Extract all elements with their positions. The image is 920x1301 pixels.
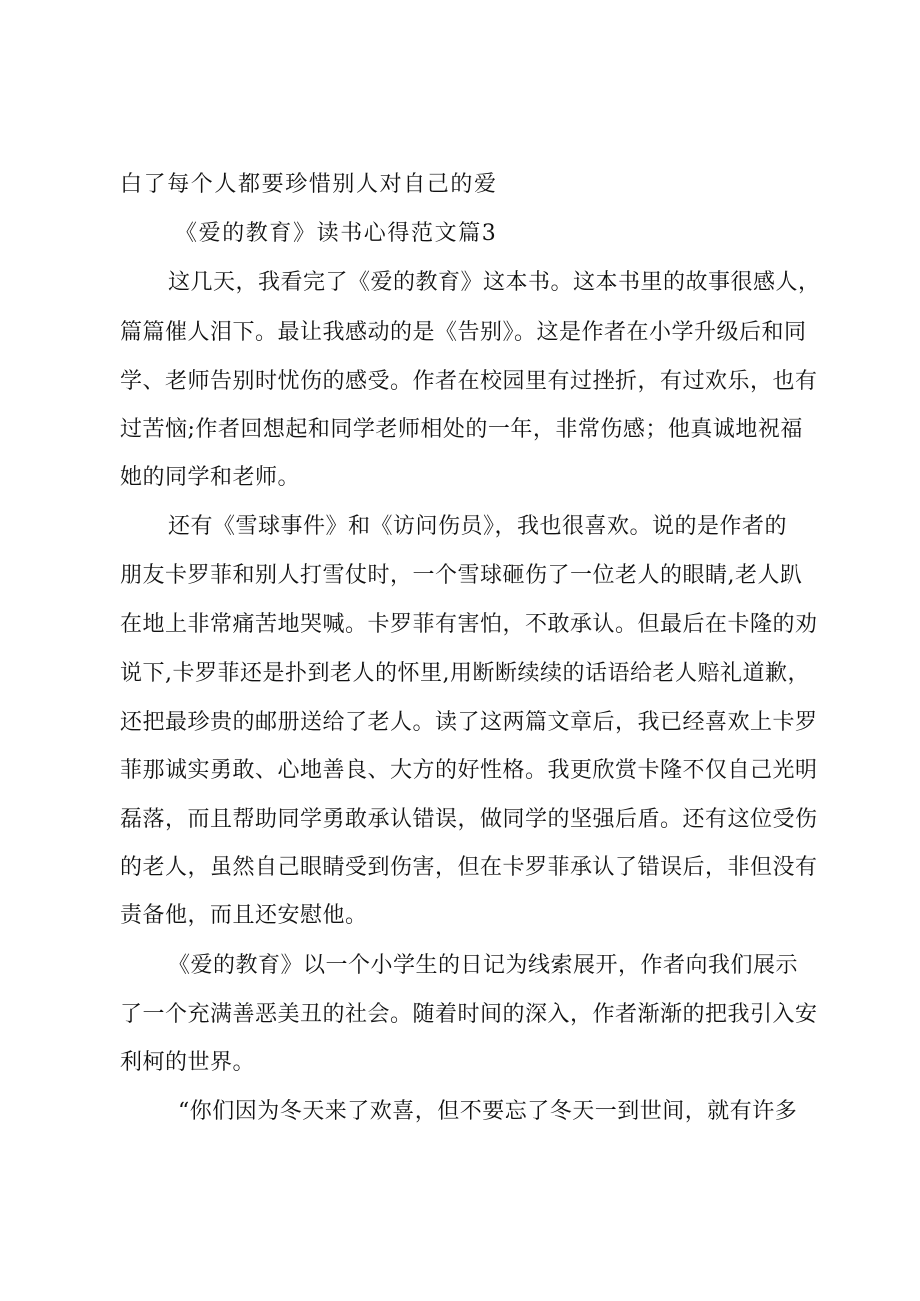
paragraph-1-line-3: 学、老师告别时忧伤的感受。作者在校园里有过挫折，有过欢乐，也有 <box>120 369 818 394</box>
paragraph-2-line-7: 磊落，而且帮助同学勇敢承认错误，做同学的坚强后盾。还有这位受伤 <box>120 807 818 832</box>
paragraph-4-line-1: “你们因为冬天来了欢喜，但不要忘了冬天一到世间，就有许多 <box>178 1099 798 1124</box>
paragraph-2-line-2: 朋友卡罗菲和别人打雪仗时，一个雪球砸伤了一位老人的眼睛,老人趴 <box>120 563 803 588</box>
paragraph-3-line-2: 了一个充满善恶美丑的社会。随着时间的深入，作者渐渐的把我引入安 <box>120 1002 818 1027</box>
paragraph-1-line-4: 过苦恼;作者回想起和同学老师相处的一年，非常伤感；他真诚地祝福 <box>120 417 803 442</box>
paragraph-2-line-1: 还有《雪球事件》和《访问伤员》，我也很喜欢。说的是作者的 <box>168 514 788 539</box>
paragraph-2-line-3: 在地上非常痛苦地哭喊。卡罗菲有害怕，不敢承认。但最后在卡隆的劝 <box>120 612 818 637</box>
paragraph-1-line-5: 她的同学和老师。 <box>120 465 301 490</box>
paragraph-2-line-6: 菲那诚实勇敢、心地善良、大方的好性格。我更欣赏卡隆不仅自己光明 <box>120 758 818 783</box>
paragraph-2-line-8: 的老人，虽然自己眼睛受到伤害，但在卡罗菲承认了错误后，非但没有 <box>120 855 818 880</box>
paragraph-2-line-4: 说下,卡罗菲还是扑到老人的怀里,用断断续续的话语给老人赔礼道歉， <box>120 661 810 686</box>
paragraph-1-line-2: 篇篇催人泪下。最让我感动的是《告别》。这是作者在小学升级后和同 <box>120 320 807 345</box>
continuation-line: 白了每个人都要珍惜别人对自己的爱 <box>120 172 498 197</box>
paragraph-3-line-3: 利柯的世界。 <box>120 1050 256 1075</box>
paragraph-2-line-5: 还把最珍贵的邮册送给了老人。读了这两篇文章后，我已经喜欢上卡罗 <box>120 710 818 735</box>
paragraph-2-line-9: 责备他，而且还安慰他。 <box>120 903 368 928</box>
section-heading: 《爱的教育》读书心得范文篇3 <box>175 221 498 246</box>
paragraph-3-line-1: 《爱的教育》以一个小学生的日记为线索展开，作者向我们展示 <box>168 953 799 978</box>
paragraph-1-line-1: 这几天，我看完了《爱的教育》这本书。这本书里的故事很感人， <box>168 270 821 295</box>
